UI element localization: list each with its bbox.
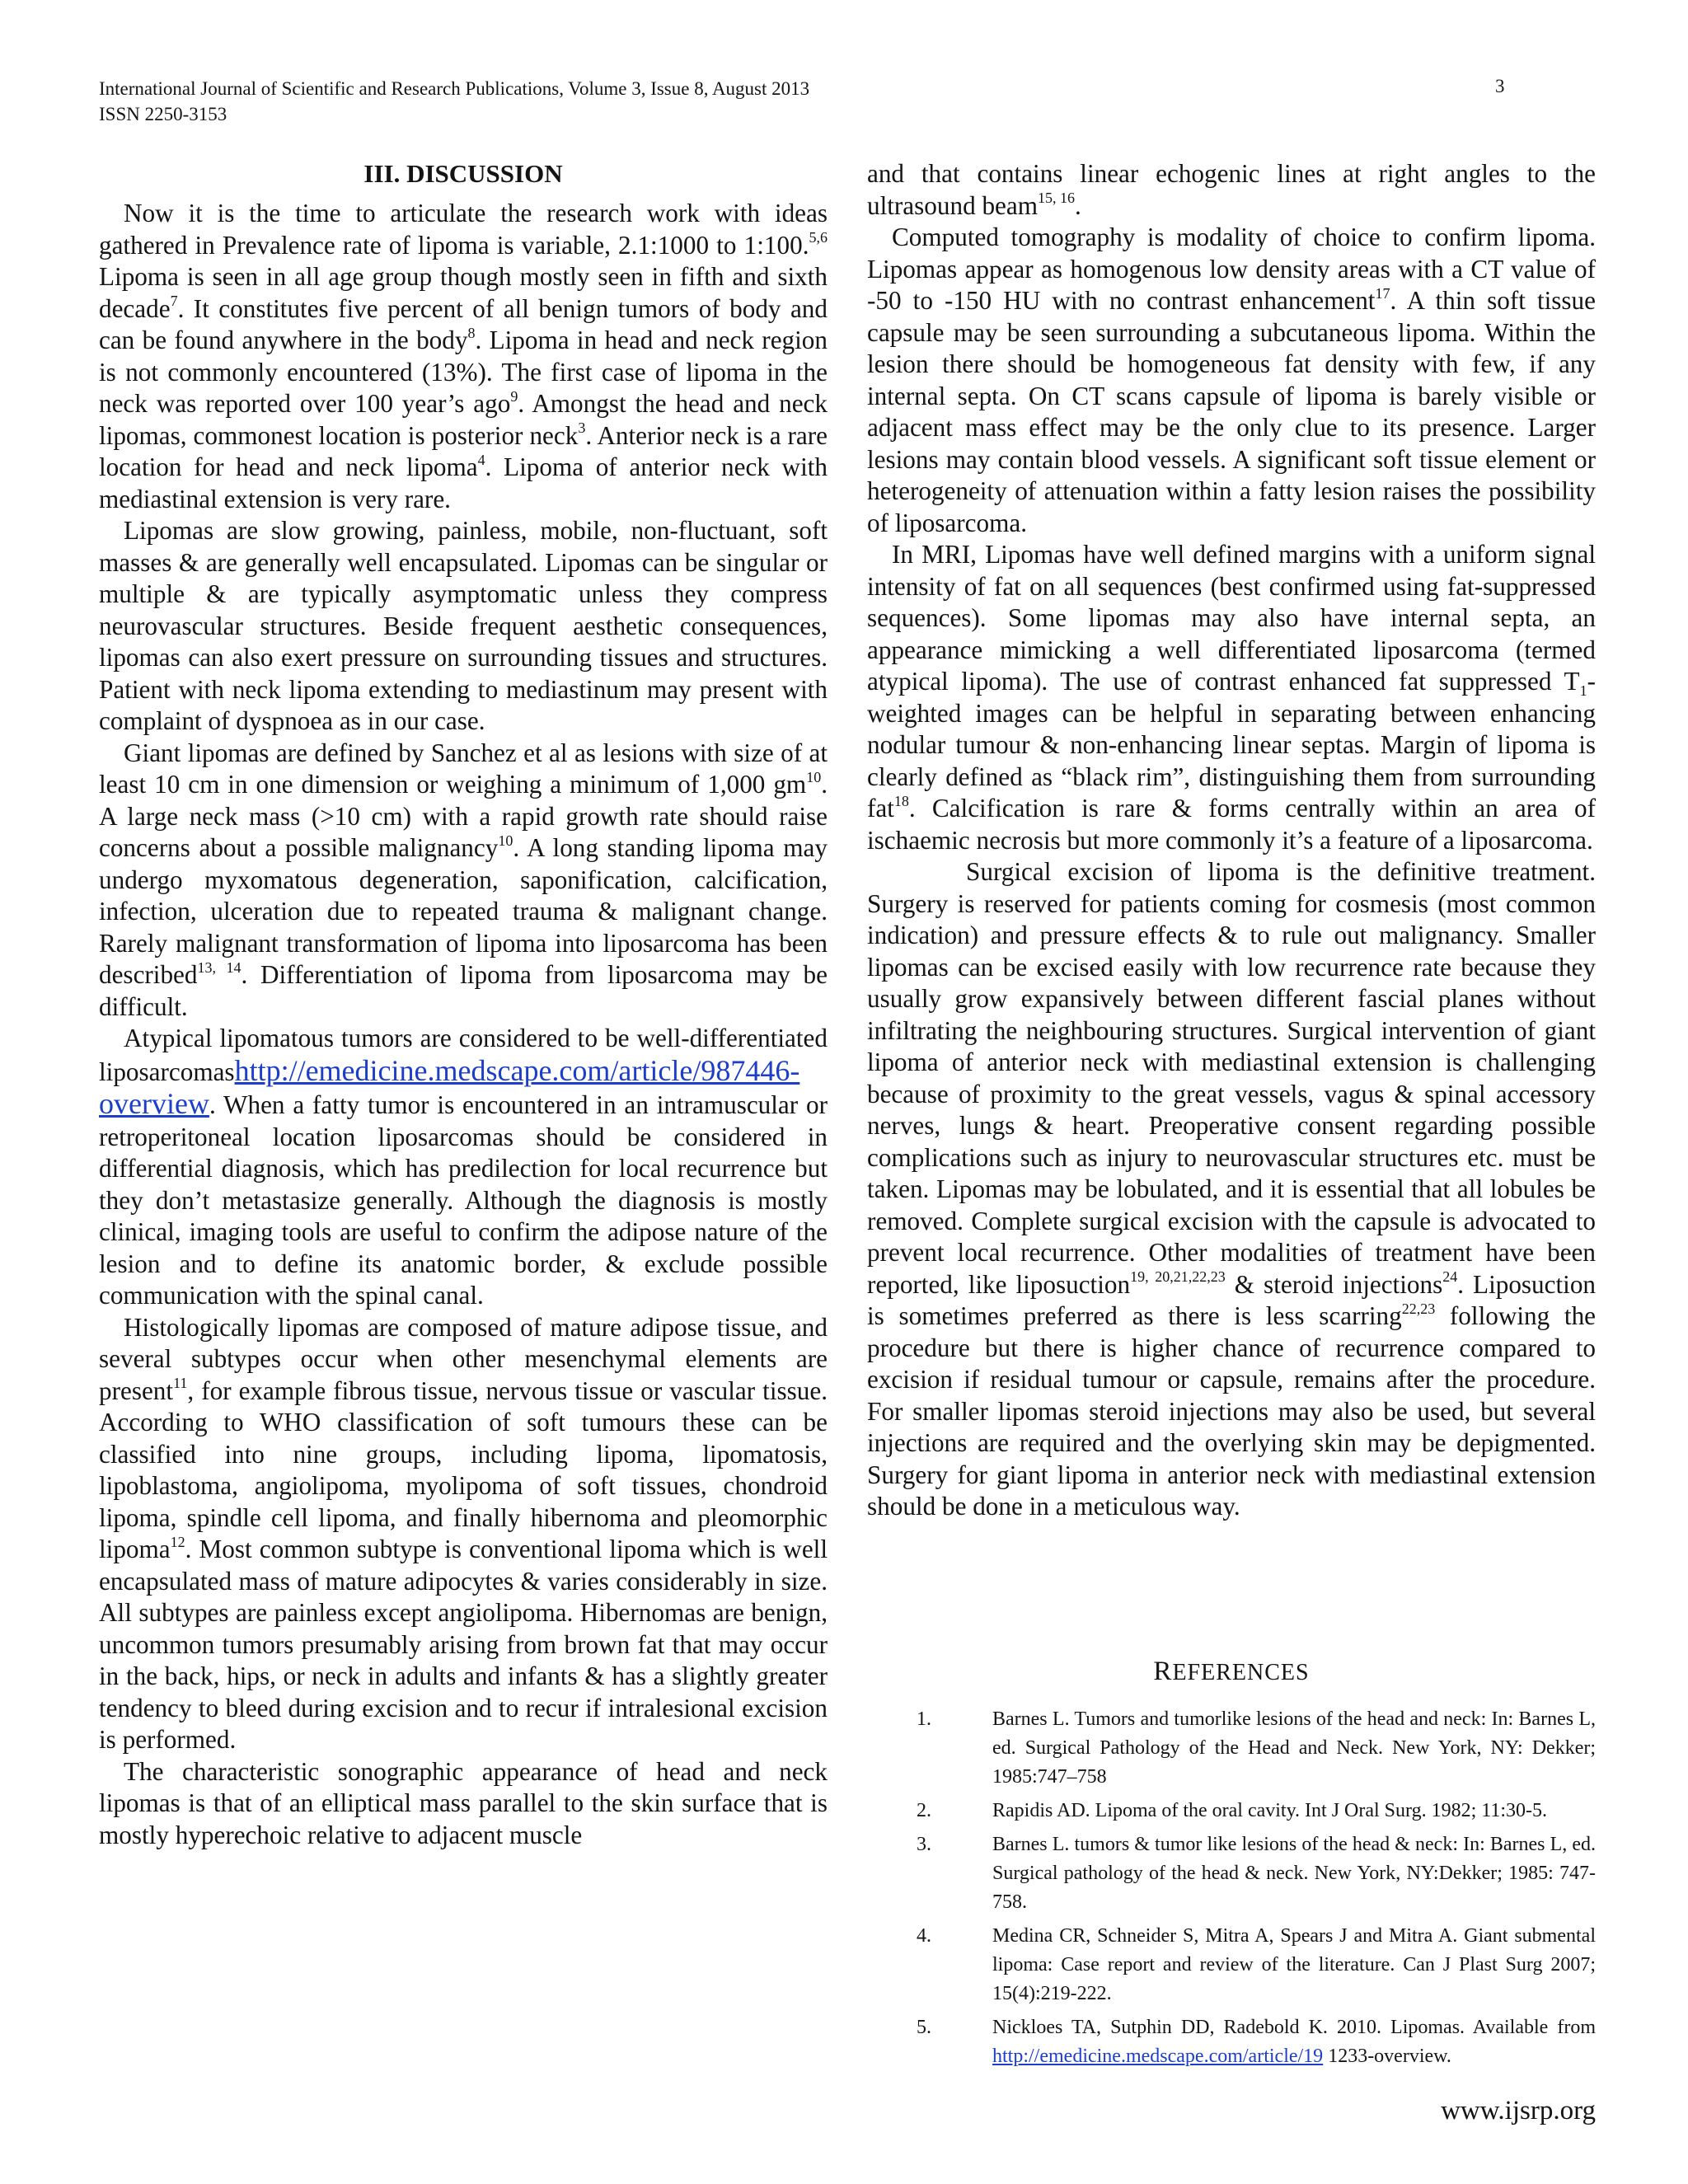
ultrasound-continuation: and that contains linear echogenic lines at right angles to the ultrasound beam$^{15, 16}$. — [867, 159, 1596, 220]
discussion-paragraph-4: Atypical lipomatous tumors are considered to be well-differentiated liposarcomashttp://emedicine.medscape.com/article/987446-overview. When a fatty tumor is encountered in an intramuscular or retroperitoneal location liposarcomas should be considered in differential diagnosis, which has predilection for local recurrence but they don’t metastasize generally. Although the diagnosis is mostly clinical, imaging tools are useful to confirm the adipose nature of the lesion and to define its anatomic border, & exclude possible communication with the spinal canal. — [99, 1024, 828, 1310]
right-column — [867, 158, 1596, 1523]
issn-line: ISSN 2250-3153 — [99, 104, 227, 124]
journal-title-line: International Journal of Scientific and Research Publications, Volume 3, Issue 8, August 2013 — [99, 78, 810, 99]
section-title: III. DISCUSSION — [363, 159, 563, 188]
reference-item: 3. Barnes L. tumors & tumor like lesions of the head & neck: In: Barnes L, ed. Surgical pathology of the head & neck. New York, NY:Dekker; 1985: 747-758. — [917, 1834, 1596, 1913]
journal-header — [99, 76, 1500, 127]
footer-website: www.ijsrp.org — [1441, 2096, 1596, 2125]
reference-link[interactable]: http://emedicine.medscape.com/article/19 — [992, 2046, 1324, 2067]
references-title: REFERENCES — [1153, 1657, 1310, 1686]
discussion-paragraph-1: Now it is the time to articulate the research work with ideas gathered in Prevalence rate of lipoma is variable, 2.1:1000 to 1:100.$^{5,6}$ Lipoma is seen in all age group though mostly seen in fifth and sixth decade$^7$. It constitutes five percent of all benign tumors of body and can be found anywhere in the body$^8$. Lipoma in head and neck region is not commonly encountered (13%). The first case of lipoma in the neck was reported over 100 year’s ago$^9$. Amongst the head and neck lipomas, commonest location is posterior neck$^3$. Anterior neck is a rare location for head and neck lipoma$^4$. Lipoma of anterior neck with mediastinal extension is very rare. — [99, 199, 828, 513]
discussion-paragraph-3: Giant lipomas are defined by Sanchez et al as lesions with size of at least 10 cm in one dimension or weighing a minimum of 1,000 $gm^{10}$. A large neck mass (>10 cm) with a rapid growth rate should raise concerns about a possible malignancy$^{10}$. A long standing lipoma may undergo myxomatous degeneration, saponification, calcification, infection, ulceration due to repeated trauma & malignant change. Rarely malignant transformation of lipoma into liposarcoma has been described$^{13, 14}$. Differentiation of lipoma from liposarcoma may be difficult. — [99, 738, 828, 1021]
ct-paragraph: Computed tomography is modality of choice to confirm lipoma. Lipomas appear as homogenous low density areas with a CT value of -50 to -150 HU with no contrast enhancement$^{17}$. A thin soft tissue capsule may be seen surrounding a subcutaneous lipoma. Within the lesion there should be homogeneous fat density with few, if any internal septa. On CT scans capsule of lipoma is barely visible or adjacent mass effect may be the only clue to its presence. Larger lesions may contain blood vessels. A significant soft tissue element or heterogeneity of attenuation within a fatty lesion raises the possibility of liposarcoma. — [867, 223, 1596, 537]
discussion-paragraph-6: The characteristic sonographic appearance of head and neck lipomas is that of an elliptical mass parallel to the skin surface that is mostly hyperechoic relative to adjacent muscle — [99, 1756, 828, 1849]
references-section — [867, 1657, 1596, 2076]
discussion-paragraph-5: Histologically lipomas are composed of mature adipose tissue, and several subtypes occur when other mesenchymal elements are present$^{11}$, for example fibrous tissue, nervous tissue or vascular tissue. According to WHO classification of soft tumours these can be classified into nine groups, including lipoma, lipomatosis, lipoblastoma, angiolipoma, myolipoma of soft tissues, chondroid lipoma, spindle cell lipoma, and finally hibernoma and pleomorphic lipoma$^{12}$. Most common subtype is conventional lipoma which is well encapsulated mass of mature adipocytes & varies considerably in size. All subtypes are painless except angiolipoma. Hibernomas are benign, uncommon tumors presumably arising from brown fat that may occur in the back, hips, or neck in adults and infants & has a slightly greater tendency to bleed during excision and to recur if intralesional excision is performed. — [99, 1312, 828, 1754]
reference-item: 1. Barnes L. Tumors and tumorlike lesions of the head and neck: In: Barnes L, ed. Surgical Pathology of the Head and Neck. New York, NY: Dekker; 1985:747–758 — [917, 1708, 1596, 1788]
left-column — [99, 158, 828, 1851]
reference-item: 4. Medina CR, Schneider S, Mitra A, Spears J and Mitra A. Giant submental lipoma: Case report and review of the literature. Can J Plast Surg 2007; 15(4):219-222. — [917, 1925, 1596, 2004]
references-list — [867, 1705, 1596, 2071]
medscape-link[interactable]: http://emedicine.medscape.com/article/987446-overview — [99, 1053, 800, 1120]
page-number: 3 — [1495, 76, 1505, 96]
surgery-paragraph: Surgical excision of lipoma is the definitive treatment. Surgery is reserved for patients coming for cosmesis (most common indication) and pressure effects & to rule out malignancy. Smaller lipomas can be excised easily with low recurrence rate because they usually grow expansively between different fascial planes without infiltrating the neighbouring structures. Surgical intervention of giant lipoma of anterior neck with mediastinal extension is challenging because of proximity to the great vessels, vagus & spinal accessory nerves, lungs & heart. Preoperative consent regarding possible complications such as injury to neurovascular structures etc. must be taken. Lipomas may be lobulated, and it is essential that all lobules be removed. Complete surgical excision with the capsule is advocated to prevent local recurrence. Other modalities of treatment have been reported, like liposuction$^{19, 20,21,22,23}$ & steroid injections$^{24}$. Liposuction is sometimes preferred as there is less scarring$^{22,23}$ following the procedure but there is higher chance of recurrence compared to excision if residual tumour or capsule, remains after the procedure. For smaller lipomas steroid injections may also be used, but several injections are required and the overlying skin may be depigmented. Surgery for giant lipoma in anterior neck with mediastinal extension should be done in a meticulous way. — [867, 857, 1597, 1521]
mri-paragraph: In MRI, Lipomas have well defined margins with a uniform signal intensity of fat on all sequences (best confirmed using fat-suppressed sequences). Some lipomas may also have internal septa, an appearance mimicking a well differentiated liposarcoma (termed atypical lipoma). The use of contrast enhanced fat suppressed $T_1$-weighted images can be helpful in separating between enhancing nodular tumour & non-enhancing linear septas. Margin of lipoma is clearly defined as “black rim”, distinguishing them from surrounding fat$^{18}$. Calcification is rare & forms centrally within an area of ischaemic necrosis but more commonly it’s a feature of a liposarcoma. — [867, 540, 1596, 855]
reference-item: 2. Rapidis AD. Lipoma of the oral cavity. Int J Oral Surg. 1982; 11:30-5. — [917, 1800, 1548, 1821]
reference-item: 5. Nickloes TA, Sutphin DD, Radebold K. 2010. Lipomas. Available from http://emedicine.medscape.com/article/19 1233-overview. — [917, 2017, 1596, 2067]
discussion-paragraph-2: Lipomas are slow growing, painless, mobile, non-fluctuant, soft masses & are generally well encapsulated. Lipomas can be singular or multiple & are typically asymptomatic unless they compress neurovascular structures. Beside frequent aesthetic consequences, lipomas can also exert pressure on surrounding tissues and structures. Patient with neck lipoma extending to mediastinum may present with complaint of dyspnoea as in our case. — [99, 516, 828, 735]
